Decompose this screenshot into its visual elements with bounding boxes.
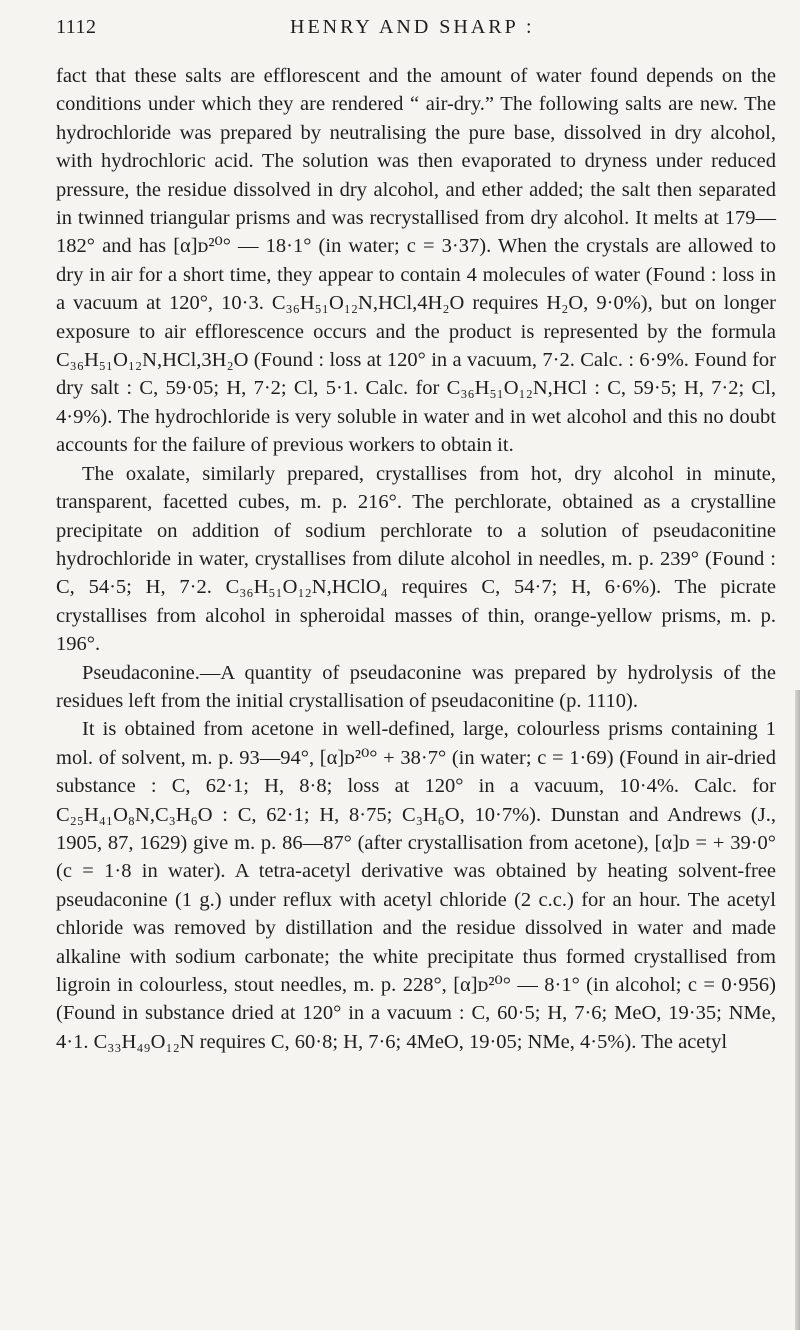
- running-head: HENRY AND SHARP :: [290, 16, 535, 38]
- paragraph-pseudaconine-details: It is obtained from acetone in well-defined, large, colourless prisms containing 1 mol. of solvent, m. p. 93—94°, [α]ᴅ²⁰° + 38·7° (in water; c = 1·69) (Found in air-dried substance : C, 62·1; H, 8·8; loss at 120° in a vacuum, 10·4%. Calc. for C₂₅H₄₁O₈N,C₃H₆O : C, 62·1; H, 8·75; C₃H₆O, 10·7%). Dunstan and Andrews (J., 1905, 87, 1629) give m. p. 86—87° (after crystallisation from acetone), [α]ᴅ = + 39·0° (c = 1·8 in water). A tetra-acetyl derivative was obtained by heating solvent-free pseudaconine (1 g.) under reflux with acetyl chloride (2 c.c.) for an hour. The acetyl chloride was removed by distillation and the residue dissolved in water and made alkaline with sodium carbonate; the white precipitate thus formed crystallised from ligroin in colourless, stout needles, m. p. 228°, [α]ᴅ²⁰° — 8·1° (in alcohol; c = 0·956) (Found in substance dried at 120° in a vacuum : C, 60·5; H, 7·6; MeO, 19·35; NMe, 4·1. C₃₃H₄₉O₁₂N requires C, 60·8; H, 7·6; 4MeO, 19·05; NMe, 4·5%). The acetyl: [56, 718, 776, 1053]
- article-body: [56, 62, 776, 1056]
- paragraph-oxalate-perchlorate-picrate: The oxalate, similarly prepared, crystallises from hot, dry alcohol in minute, transparent, facetted cubes, m. p. 216°. The perchlorate, obtained as a crystalline precipitate on addition of sodium perchlorate to a solution of pseudaconitine hydrochloride in water, crystallises from dilute alcohol in needles, m. p. 239° (Found : C, 54·5; H, 7·2. C₃₆H₅₁O₁₂N,HClO₄ requires C, 54·7; H, 6·6%). The picrate crystallises from alcohol in spheroidal masses of thin, orange-yellow prisms, m. p. 196°.: [56, 462, 776, 656]
- scan-edge-shadow: [795, 690, 800, 1330]
- page-header: [56, 12, 782, 44]
- page-number: 1112: [56, 16, 97, 38]
- paragraph-pseudaconine-intro: Pseudaconine.—A quantity of pseudaconine was prepared by hydrolysis of the residues left from the initial crystallisation of pseudaconitine (p. 1110).: [56, 661, 776, 712]
- paragraph-hydrochloride: fact that these salts are efflorescent and the amount of water found depends on the conditions under which they are rendered “ air-dry.” The following salts are new. The hydrochloride was prepared by neutralising the pure base, dissolved in dry alcohol, with hydrochloric acid. The solution was then evaporated to dryness under reduced pressure, the residue dissolved in dry alcohol, and ether added; the salt then separated in twinned triangular prisms and was recrystallised from dry alcohol. It melts at 179—182° and has [α]ᴅ²⁰° — 18·1° (in water; c = 3·37). When the crystals are allowed to dry in air for a short time, they appear to contain 4 molecules of water (Found : loss in a vacuum at 120°, 10·3. C₃₆H₅₁O₁₂N,HCl,4H₂O requires H₂O, 9·0%), but on longer exposure to air efflorescence occurs and the product is represented by the formula C₃₆H₅₁O₁₂N,HCl,3H₂O (Found : loss at 120° in a vacuum, 7·2. Calc. : 6·9%. Found for dry salt : C, 59·05; H, 7·2; Cl, 5·1. Calc. for C₃₆H₅₁O₁₂N,HCl : C, 59·5; H, 7·2; Cl, 4·9%). The hydrochloride is very soluble in water and in wet alcohol and this no doubt accounts for the failure of previous workers to obtain it.: [56, 65, 776, 457]
